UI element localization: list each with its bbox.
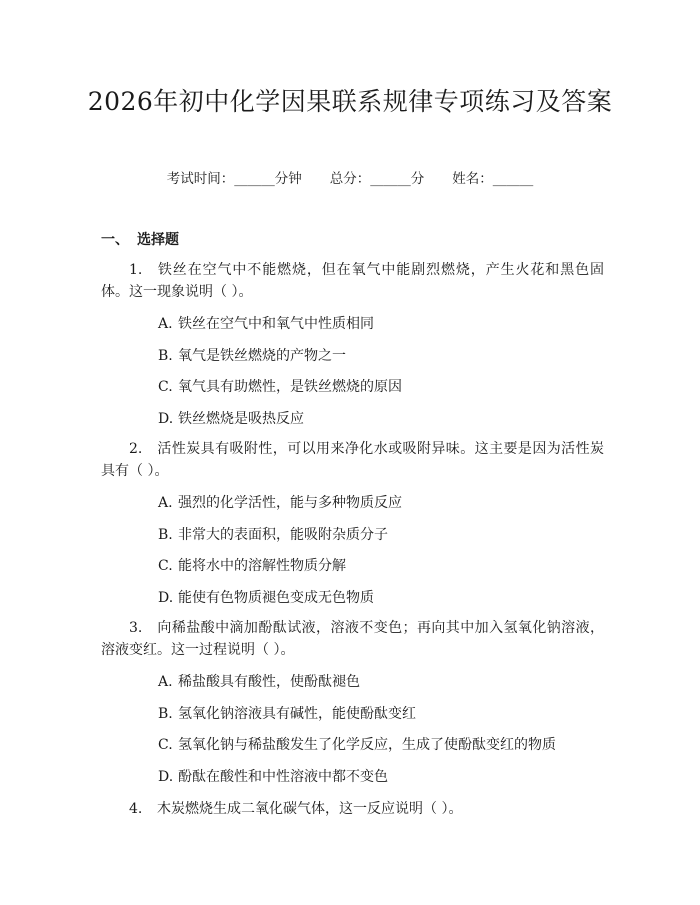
question-number: 4. (129, 801, 143, 817)
question-text: 活性炭具有吸附性，可以用来净化水或吸附异味。这主要是因为活性炭具有（ ）。 (101, 441, 604, 479)
question-3 (101, 617, 604, 661)
option-letter: C. (158, 737, 173, 753)
option-text: 非常大的表面积，能吸附杂质分子 (178, 527, 388, 543)
option-text: 能使有色物质褪色变成无色物质 (178, 590, 374, 606)
option-letter: C. (158, 379, 173, 395)
option-letter: C. (158, 558, 173, 574)
option-letter: D. (158, 590, 174, 606)
option-text: 氢氧化钠溶液具有碱性，能使酚酞变红 (178, 706, 416, 722)
section-number: 一、 (101, 232, 129, 248)
option-letter: B. (158, 348, 173, 364)
question-3-option-b (158, 705, 416, 723)
option-letter: B. (158, 706, 173, 722)
name-label: 姓名： (452, 171, 493, 187)
option-letter: A. (158, 495, 173, 511)
question-2-option-b (158, 526, 388, 544)
question-3-option-a (158, 673, 360, 691)
option-text: 氧气是铁丝燃烧的产物之一 (178, 348, 346, 364)
option-text: 氢氧化钠与稀盐酸发生了化学反应，生成了使酚酞变红的物质 (178, 737, 556, 753)
option-text: 酚酞在酸性和中性溶液中都不变色 (178, 769, 388, 785)
question-1 (101, 259, 604, 303)
question-1-option-c (158, 378, 402, 396)
question-2-option-a (158, 494, 402, 512)
time-label: 考试时间： (166, 171, 235, 187)
question-2 (101, 438, 604, 482)
option-text: 稀盐酸具有酸性，使酚酞褪色 (178, 674, 360, 690)
section-heading (101, 231, 179, 249)
exam-meta (0, 170, 700, 188)
option-text: 能将水中的溶解性物质分解 (178, 558, 346, 574)
question-number: 1. (129, 262, 143, 278)
question-1-option-b (158, 347, 346, 365)
question-2-option-c (158, 557, 346, 575)
question-3-option-c (158, 736, 556, 754)
question-text: 木炭燃烧生成二氧化碳气体，这一反应说明（ ）。 (157, 801, 463, 817)
time-unit: 分钟 (274, 171, 302, 187)
question-4 (101, 798, 604, 820)
question-text: 向稀盐酸中滴加酚酞试液，溶液不变色；再向其中加入氢氧化钠溶液，溶液变红。这一过程说明（ ）。 (101, 620, 604, 658)
option-letter: A. (158, 674, 173, 690)
question-2-option-d (158, 589, 374, 607)
option-text: 铁丝在空气中和氧气中性质相同 (178, 316, 374, 332)
page-title: 2026年初中化学因果联系规律专项练习及答案 (87, 87, 613, 116)
question-3-option-d (158, 768, 388, 786)
score-blank: ______ (370, 171, 411, 187)
question-1-option-d (158, 410, 304, 428)
score-label: 总分： (329, 171, 371, 187)
option-letter: D. (158, 411, 174, 427)
option-text: 铁丝燃烧是吸热反应 (178, 411, 304, 427)
question-1-option-a (158, 315, 374, 333)
question-number: 3. (129, 620, 143, 636)
question-number: 2. (129, 441, 143, 457)
option-letter: D. (158, 769, 174, 785)
option-text: 氧气具有助燃性，是铁丝燃烧的原因 (178, 379, 402, 395)
option-letter: B. (158, 527, 173, 543)
option-letter: A. (158, 316, 173, 332)
question-text: 铁丝在空气中不能燃烧，但在氧气中能剧烈燃烧，产生火花和黑色固体。这一现象说明（ ）。 (101, 262, 604, 300)
score-unit: 分 (410, 171, 425, 187)
section-title: 选择题 (137, 232, 179, 248)
option-text: 强烈的化学活性，能与多种物质反应 (178, 495, 402, 511)
name-blank: ______ (492, 171, 534, 187)
time-blank: ______ (234, 171, 275, 187)
